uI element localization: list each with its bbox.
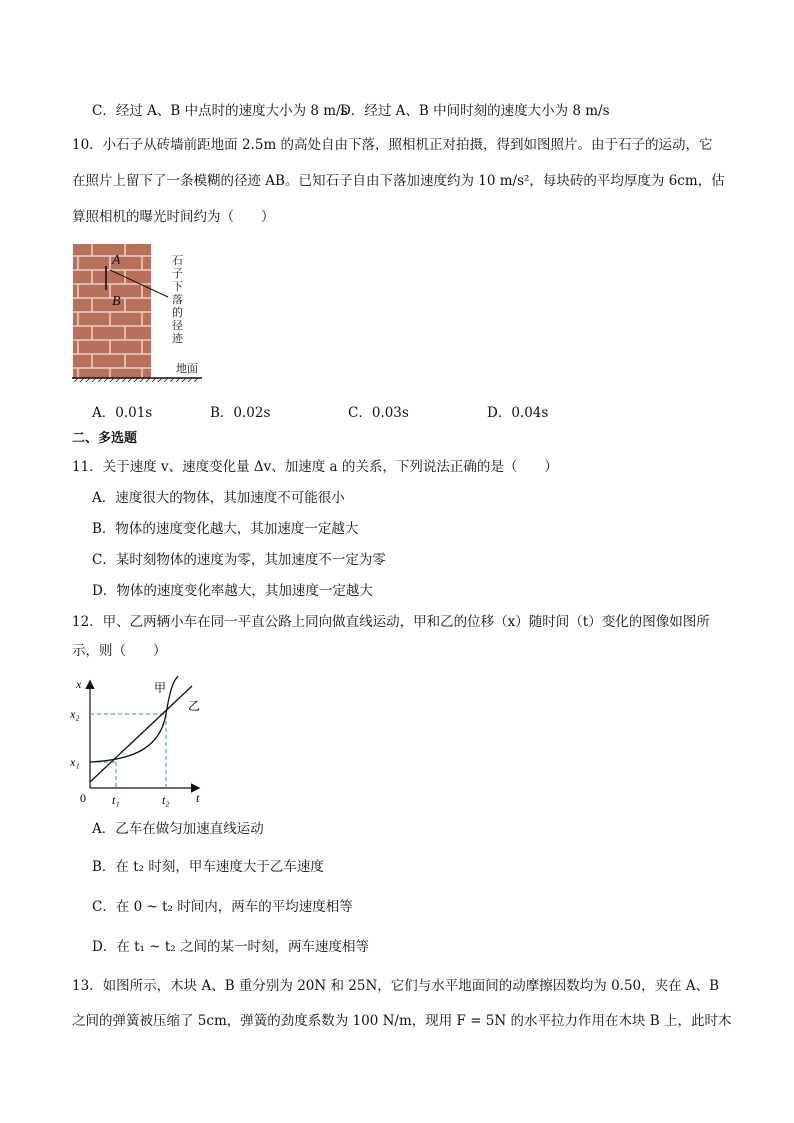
q9-option-c: C．经过 A、B 中点时的速度大小为 8 m/s: [92, 103, 348, 119]
label-jia: 甲: [154, 681, 167, 695]
label-t2: t₂: [162, 793, 170, 807]
label-a: A: [112, 253, 121, 268]
label-axis-t: t: [196, 791, 200, 805]
q13-stem-line1: 13．如图所示，木块 A、B 重分别为 20N 和 25N，它们与水平地面间的动摩擦因数均为 0.50，夹在 A、B: [72, 978, 720, 994]
q12-stem-line1: 12．甲、乙两辆小车在同一平直公路上同向做直线运动，甲和乙的位移（x）随时间（t）变化的图像如图所: [72, 614, 710, 630]
label-axis-x: x: [76, 677, 82, 691]
dashed-guides: [90, 714, 166, 788]
q13-stem-line2: 之间的弹簧被压缩了 5cm，弹簧的劲度系数为 100 N/m，现用 F = 5N 的水平拉力作用在木块 B 上，此时木: [72, 1013, 732, 1029]
q10-stem-line3: 算照相机的曝光时间约为（ ）: [72, 209, 275, 225]
ground-label: 地面: [176, 362, 198, 375]
x-t-graph: [70, 672, 220, 812]
section-title-multichoice: 二、多选题: [72, 431, 138, 446]
q10-option-b: B．0.02s: [210, 405, 271, 421]
label-x2: x₂: [70, 707, 80, 721]
svg-text:迹: 迹: [172, 332, 183, 345]
q11-option-b: B．物体的速度变化越大，其加速度一定越大: [92, 521, 359, 537]
ground-line: [72, 378, 202, 382]
q12-option-c: C．在 0 ~ t₂ 时间内，两车的平均速度相等: [92, 899, 353, 915]
q11-option-c: C．某时刻物体的速度为零，其加速度不一定为零: [92, 552, 386, 568]
q12-option-d: D．在 t₁ ~ t₂ 之间的某一时刻，两车速度相等: [92, 939, 369, 955]
q10-option-c: C．0.03s: [348, 405, 409, 421]
label-b: B: [112, 294, 121, 309]
label-origin: 0: [80, 791, 86, 805]
q10-option-a: A．0.01s: [92, 405, 153, 421]
svg-text:的: 的: [172, 306, 183, 319]
label-x1: x₁: [70, 755, 80, 769]
svg-text:落: 落: [172, 293, 183, 306]
svg-text:子: 子: [172, 267, 183, 280]
q12-option-b: B．在 t₂ 时刻，甲车速度大于乙车速度: [92, 859, 324, 875]
q11-option-a: A．速度很大的物体，其加速度不可能很小: [92, 490, 345, 506]
q11-option-d: D．物体的速度变化率越大，其加速度一定越大: [92, 583, 373, 599]
side-label: [172, 254, 184, 345]
brick-wall-figure: [70, 242, 210, 382]
q10-option-d: D．0.04s: [487, 405, 549, 421]
svg-text:径: 径: [172, 319, 183, 332]
label-t1: t₁: [112, 793, 120, 807]
q12-option-a: A．乙车在做匀加速直线运动: [92, 821, 264, 837]
line-yi: [90, 686, 192, 782]
label-yi: 乙: [188, 699, 201, 713]
q11-stem: 11．关于速度 v、速度变化量 Δv、加速度 a 的关系，下列说法正确的是（ ）: [72, 459, 558, 475]
svg-text:下: 下: [172, 280, 183, 293]
q12-stem-line2: 示，则（ ）: [72, 643, 167, 659]
q9-option-d: D．经过 A、B 中间时刻的速度大小为 8 m/s: [340, 103, 610, 119]
svg-text:石: 石: [172, 254, 183, 267]
q10-stem-line2: 在照片上留下了一条模糊的径迹 AB。已知石子自由下落加速度约为 10 m/s²，每块砖的平均厚度为 6cm，估: [72, 173, 725, 189]
q10-stem-line1: 10．小石子从砖墙前距地面 2.5m 的高处自由下落，照相机正对拍摄，得到如图照片。由于石子的运动，它: [72, 137, 713, 153]
